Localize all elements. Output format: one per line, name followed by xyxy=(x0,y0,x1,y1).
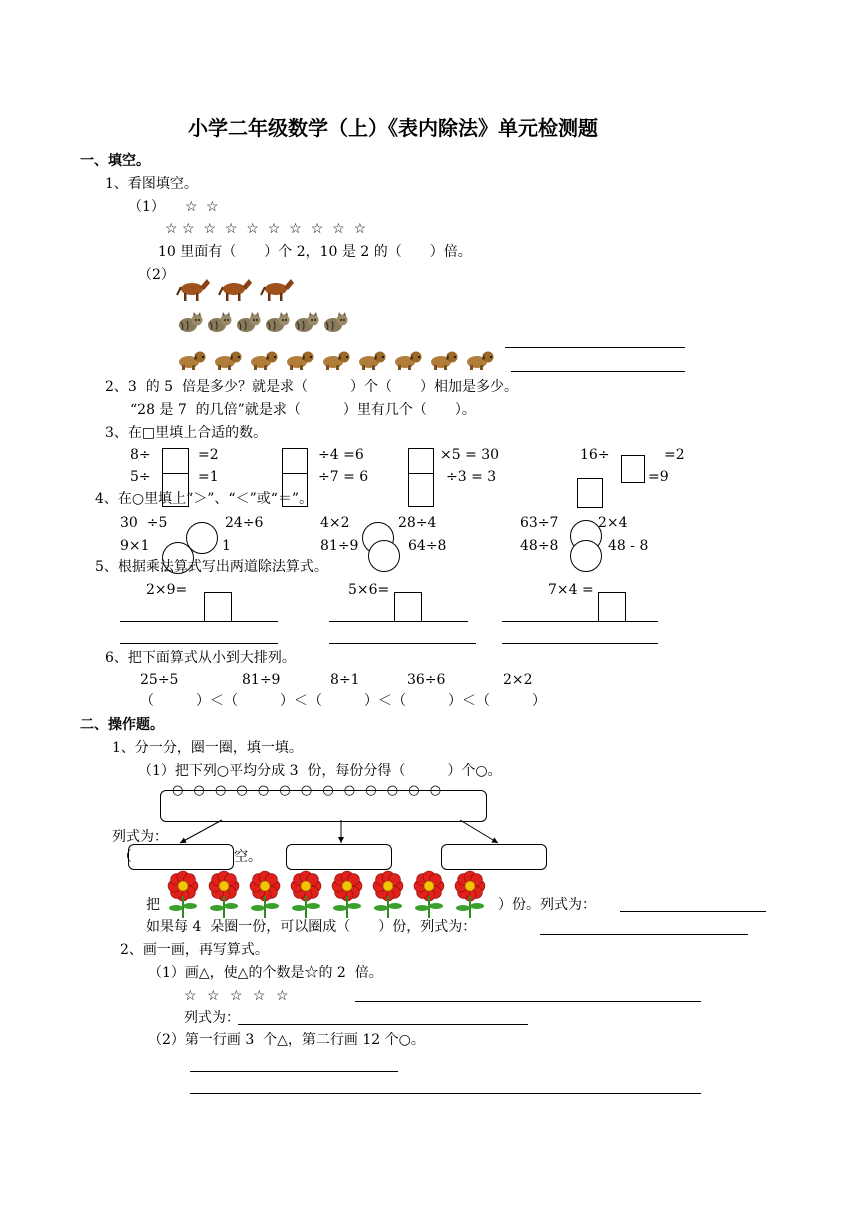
q3-r1c3: ×5 = 30 xyxy=(440,447,500,463)
flower-icons xyxy=(164,870,492,922)
answer-line[interactable] xyxy=(238,1024,528,1025)
q4-r2-c: 81÷9 xyxy=(320,538,359,554)
answer-line[interactable] xyxy=(620,911,766,912)
q6-item-5: 2×2 xyxy=(503,672,533,688)
s2-q2-label: 2、画一画，再写算式。 xyxy=(120,942,269,958)
section-heading-operate: 二、操作题。 xyxy=(80,717,164,733)
answer-line[interactable] xyxy=(190,1093,701,1094)
flower-icon xyxy=(451,870,491,922)
q3-r2c3: ÷3 = 3 xyxy=(446,469,497,485)
q5-label: 5、根据乘法算式写出两道除法算式。 xyxy=(95,559,328,575)
flower-icon xyxy=(369,870,409,922)
q3-r2c1: 5÷ xyxy=(130,469,151,485)
answer-line[interactable] xyxy=(190,1071,398,1072)
s2-ba-text: 把 xyxy=(146,897,160,913)
q4-r2-d: 64÷8 xyxy=(408,538,447,554)
q3-r2c4: =9 xyxy=(648,469,669,485)
answer-line[interactable] xyxy=(355,1001,701,1002)
q3-r2c1b: =1 xyxy=(198,469,219,485)
q2-line1: 2、3 的 5 倍是多少？就是求（ ）个（ ）相加是多少。 xyxy=(105,379,518,395)
s2-ba-suffix: ）份。列式为： xyxy=(498,897,596,913)
q2-line2: “28 是 7 的几倍”就是求（ ）里有几个（ ）。 xyxy=(130,402,476,418)
section-heading-fill: 一、填空。 xyxy=(80,153,150,169)
stars-row-2: ☆ ☆ ☆ ☆ ☆ ☆ ☆ ☆ ☆ ☆ xyxy=(165,221,367,237)
q4-r1-d: 28÷4 xyxy=(398,515,437,531)
answer-line[interactable] xyxy=(540,934,748,935)
q4-r1-e: 63÷7 xyxy=(520,515,559,531)
s2-q1-label: 1、分一分，圈一圈，填一填。 xyxy=(112,740,303,756)
q4-r2-b: 1 xyxy=(222,538,231,554)
q1-sub2-label: （2） xyxy=(138,267,175,283)
s2-q2-formula: 列式为： xyxy=(184,1010,240,1026)
q4-r2-e: 48÷8 xyxy=(520,538,559,554)
share-box-1[interactable] xyxy=(128,844,234,870)
s2-q1-sub1: （1）把下列○平均分成 3 份，每份分得（ ）个○。 xyxy=(138,763,502,779)
flower-icon xyxy=(205,870,245,922)
q1-label: 1、看图填空。 xyxy=(105,176,198,192)
s2-q2-sub1: （1）画△，使△的个数是☆的 2 倍。 xyxy=(148,965,383,981)
q4-r1-f: 2×4 xyxy=(598,515,628,531)
share-box-3[interactable] xyxy=(441,844,547,870)
s2-ruguo: 如果每 4 朵圈一份，可以圈成（ ）份，列式为： xyxy=(146,919,477,935)
q3-r1c4b: =2 xyxy=(664,447,685,463)
q5-eq-1: 2×9= xyxy=(146,582,188,598)
q3-r1c1: 8÷ xyxy=(130,447,151,463)
q5-eq-3: 7×4 = xyxy=(548,582,594,598)
q1-sub1-label: （1） xyxy=(128,199,165,215)
q4-label: 4、在○里填上“＞”、“＜”或“＝”。 xyxy=(95,491,314,507)
q1-sub1-text: 10 里面有（ ）个 2，10 是 2 的（ ）倍。 xyxy=(158,244,472,260)
q6-label: 6、把下面算式从小到大排列。 xyxy=(105,650,296,666)
s2-sub2-prefix: （ xyxy=(118,849,132,865)
q4-r2-f: 48 - 8 xyxy=(608,538,649,554)
page-title: 小学二年级数学（上）《表内除法》单元检测题 xyxy=(188,116,598,140)
flower-icon xyxy=(164,870,204,922)
flower-icon xyxy=(410,870,450,922)
flower-icon xyxy=(328,870,368,922)
q4-r2-a: 9×1 xyxy=(120,538,150,554)
s2-sub2-suffix: 空。 xyxy=(234,849,262,865)
q3-r1c1b: =2 xyxy=(198,447,219,463)
stars-row-1: ☆ ☆ xyxy=(185,199,221,215)
s2-q2-sub2: （2）第一行画 3 个△，第二行画 12 个○。 xyxy=(148,1032,425,1048)
q4-r1-a: 30 ÷5 xyxy=(120,515,168,531)
q6-item-4: 36÷6 xyxy=(407,672,446,688)
q6-order: （ ）＜（ ）＜（ ）＜（ ）＜（ ） xyxy=(140,693,546,709)
q6-item-1: 25÷5 xyxy=(140,672,179,688)
share-box-2[interactable] xyxy=(286,844,392,870)
q3-r2c2: ÷7 = 6 xyxy=(318,469,369,485)
q3-label: 3、在□里填上合适的数。 xyxy=(105,425,268,441)
flower-icon xyxy=(246,870,286,922)
s2-q2-stars: ☆ ☆ ☆ ☆ ☆ xyxy=(184,988,292,1004)
q6-item-2: 81÷9 xyxy=(242,672,281,688)
q5-eq-2: 5×6= xyxy=(348,582,390,598)
s2-formula-label: 列式为： xyxy=(112,829,168,845)
circles-row: ○ ○ ○ ○ ○ ○ ○ ○ ○ ○ ○ ○ ○ xyxy=(172,783,445,798)
q3-r1c4: 16÷ xyxy=(580,447,610,463)
q6-item-3: 8÷1 xyxy=(330,672,360,688)
flower-icon xyxy=(287,870,327,922)
q4-r1-c: 4×2 xyxy=(320,515,350,531)
q4-r1-b: 24÷6 xyxy=(225,515,264,531)
q3-r1c2: ÷4 =6 xyxy=(318,447,364,463)
